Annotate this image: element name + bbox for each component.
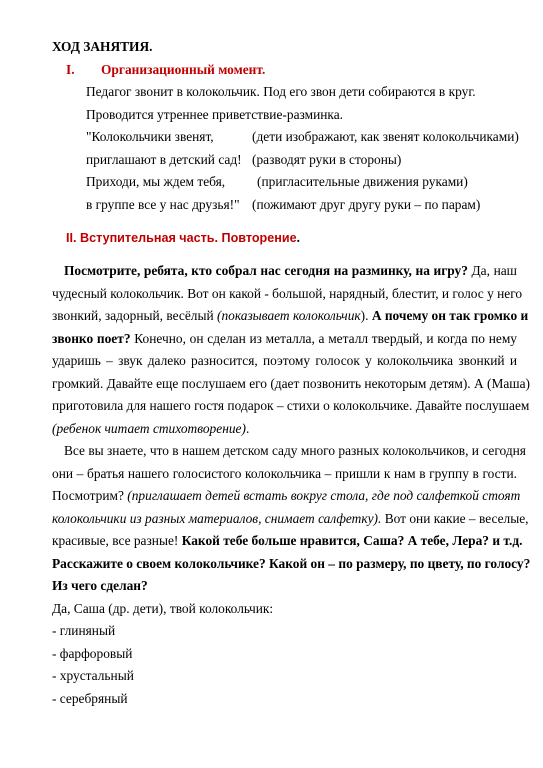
poem-line-3: Приходи, мы ждем тебя, xyxy=(86,174,226,189)
section1-line1: Педагог звонит в колокольчик. Под его звон дети собираются в круг. xyxy=(86,84,476,99)
para2-text: Посмотрим? xyxy=(52,488,128,503)
para1-question: Посмотрите, ребята, кто собрал нас сегодня на разминку, на игру? xyxy=(64,263,468,278)
para1-text: ). xyxy=(360,308,372,323)
para1-remark: (показывает колокольчик xyxy=(216,308,361,323)
page-heading: ХОД ЗАНЯТИЯ. xyxy=(52,39,153,54)
poem-note-1: (дети изображают, как звенят колокольчиками) xyxy=(252,129,519,144)
para1-remark: (ребенок читает стихотворение) xyxy=(52,421,246,436)
list-item: - серебряный xyxy=(52,691,128,706)
para1-text: Конечно, он сделан из металла, а металл твердый, и когда по нему xyxy=(130,331,518,346)
section1-line2: Проводится утреннее приветствие-разминка. xyxy=(86,107,344,122)
para2-line1: Все вы знаете, что в нашем детском саду много разных колокольчиков, и сегодня xyxy=(64,443,526,458)
section1-number: I. xyxy=(66,62,75,77)
para1-question: А почему он так громко и xyxy=(371,308,529,323)
section2-dot: . xyxy=(296,230,300,245)
poem-line-2: приглашают в детский сад! xyxy=(86,152,242,167)
para1-line4 xyxy=(52,331,517,347)
para2-line4 xyxy=(52,511,529,527)
section1-title: Организационный момент. xyxy=(101,62,266,77)
para1-line5: ударишь – звук далеко разносится, поэтому голосок у колокольчика звонкий и xyxy=(52,353,517,368)
para2-line3 xyxy=(52,488,521,504)
para2-text: Вот они какие – веселые, xyxy=(381,511,529,526)
para2-line6: Расскажите о своем колокольчике? Какой он – по размеру, по цвету, по голосу? xyxy=(52,556,531,571)
poem-note-3: (пригласительные движения руками) xyxy=(257,174,468,189)
para1-line3 xyxy=(52,308,529,324)
para2-line7: Из чего сделан? xyxy=(52,578,148,593)
para1-line8 xyxy=(52,421,517,437)
list-item: - глиняный xyxy=(52,623,116,638)
para2-text: красивые, все разные! xyxy=(52,533,182,548)
para2-remark: колокольчики из разных материалов, снимает салфетку). xyxy=(52,511,382,526)
list-item: - хрустальный xyxy=(52,668,134,683)
poem-note-2: (разводят руки в стороны) xyxy=(252,152,402,167)
para2-line2: они – братья нашего голосистого колокольчика – пришли к нам в группу в гости. xyxy=(52,466,517,481)
para1-line1 xyxy=(64,263,517,279)
para2-line8: Да, Саша (др. дети), твой колокольчик: xyxy=(52,601,274,616)
para2-remark: (приглашает детей встать вокруг стола, где под салфеткой стоят xyxy=(127,488,521,503)
para1-text: Да, наш xyxy=(467,263,517,278)
list-item: - фарфоровый xyxy=(52,646,133,661)
section2-heading xyxy=(66,230,300,246)
para1-line7: приготовила для нашего гостя подарок – стихи о колокольчике. Давайте послушаем xyxy=(52,398,530,413)
para1-question: звонко поет? xyxy=(52,331,131,346)
poem-line-1: "Колокольчики звенят, xyxy=(86,129,214,144)
section2-title: II. Вступительная часть. Повторение xyxy=(66,231,297,245)
para1-line2: чудесный колокольчик. Вот он какой - большой, нарядный, блестит, и голос у него xyxy=(52,286,523,301)
para2-question: Какой тебе больше нравится, Саша? А тебе, Лера? и т.д. xyxy=(181,533,523,548)
poem-line-4: в группе все у нас друзья!" xyxy=(86,197,240,212)
para1-text: . xyxy=(245,421,250,436)
para2-line5 xyxy=(52,533,523,549)
poem-note-4: (пожимают друг другу руки – по парам) xyxy=(252,197,481,212)
para1-text: звонкий, задорный, весёлый xyxy=(52,308,217,323)
para1-line6: громкий. Давайте еще послушаем его (дает позвонить некоторым детям). А (Маша) xyxy=(52,376,531,391)
